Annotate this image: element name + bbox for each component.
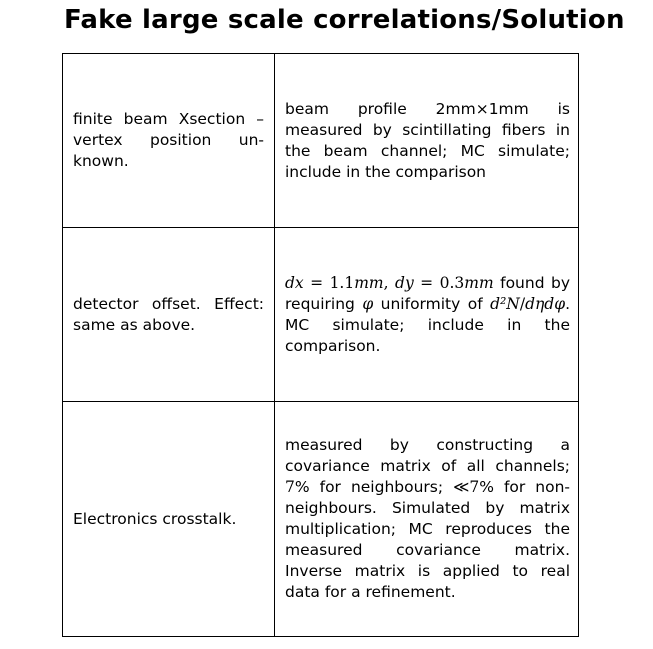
math-fraction-numerator: d²N [490,294,520,313]
math-phi: φ [362,294,374,313]
problem-cell-detector-offset [63,228,274,401]
text-segment: measured by constructing a covariance matrix of all channels; [285,436,570,475]
math-unit: mm [464,273,494,292]
problem-text: finite beam Xsection – vertex position unknown. [73,110,264,170]
text-segment: % for neighbours; [294,478,454,496]
text-segment: % for non-neighbours. Simulated by matrix multiplication; MC reproduces the measured covariance matrix. Inverse matrix is applied to real data for a refinement. [285,478,571,601]
math-equals: = [303,273,330,292]
solution-text [285,435,570,603]
solution-cell-covariance [274,402,580,636]
solution-cell-offset-measure [274,228,580,401]
math-equals: = [413,273,440,292]
math-value: 1.1 [329,273,355,292]
solutions-table [62,53,579,637]
math-number: 7 [285,478,295,496]
text-segment: . MC simulate; include in the comparison. [285,294,571,355]
solution-text: beam profile 2mm×1mm is measured by scintillating fibers in the beam channel; MC simulate; include in the comparison [285,99,570,181]
problem-cell-electronics-crosstalk [63,402,274,636]
solution-cell-beam-profile [274,54,580,227]
math-number: 7 [469,478,480,496]
math-value: 0.3 [439,273,465,292]
solution-text [285,273,570,357]
math-much-less-than: ≪ [453,478,470,496]
text-segment: uniformity of [373,294,491,313]
text-segment: found by requiring [285,273,570,313]
slide-title: Fake large scale correlations/Solution [64,5,625,35]
problem-cell-beam-xsection [63,54,274,227]
problem-text: Electronics crosstalk. [73,509,237,528]
math-dy: dy [395,273,414,292]
math-dx: dx [285,273,304,292]
math-separator: , [383,273,396,292]
math-fraction-denominator: dηdφ [525,294,566,313]
math-fraction-slash: / [519,294,526,313]
problem-text: detector offset. Effect: same as above. [73,294,264,334]
math-unit: mm [354,273,384,292]
